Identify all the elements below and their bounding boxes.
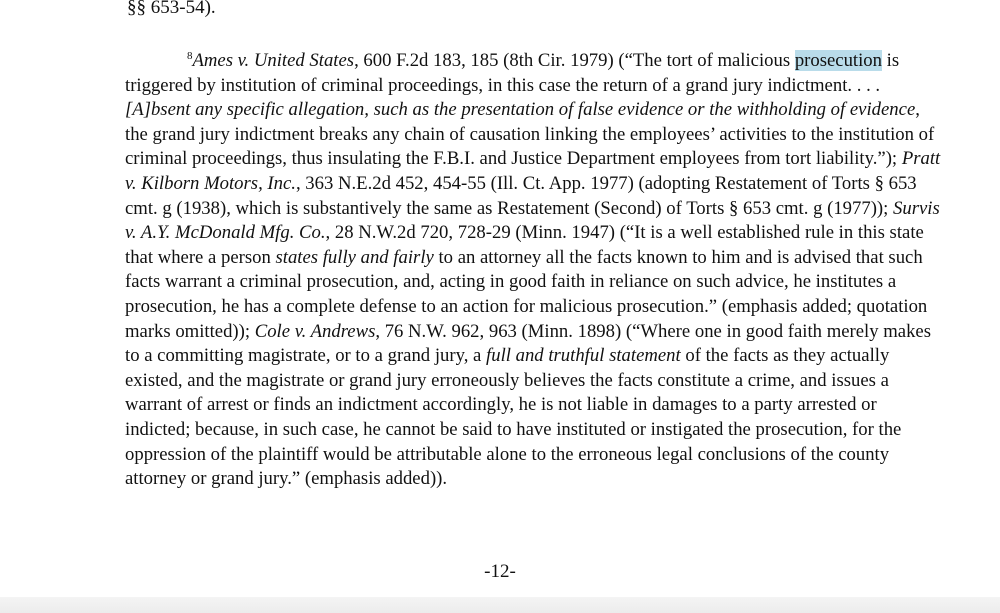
text-run: to an attorney all the facts known to him and is advised that such facts warrant a criminal prosecution, and, acting in good faith in reliance on such advice, he institutes a prosecution, he has a complete defense to an action for malicious prosecution.” (emphasis added; quotation marks omitted)); [125,246,928,342]
footnote-marker: 8 [187,50,193,62]
italic-text-run: [A]bsent any specific allegation, such as the presentation of false evidence or the withholding of evidence [125,99,916,121]
italic-text-run: Ames v. United States [192,50,355,71]
text-run: of the facts as they actually existed, and the magistrate or grand jury erroneously believes the facts constitute a crime, and issues a warrant of arrest or finds an indictment accordingly, he is not liable in damages to a party arrested or indicted; because, in such case, he cannot be said to have instituted or instigated the prosecution, for the oppression of the plaintiff would be attributable alone to the erroneous legal conclusions of the county attorney or grand jury.” (emphasis added)). [125,345,902,490]
italic-text-run: Cole v. Andrews [254,320,376,342]
italic-text-run: Survis v. A.Y. McDonald Mfg. Co. [125,197,940,244]
text-run: is triggered by institution of criminal proceedings, in this case the return of a grand jury indictment. . . . [125,50,900,96]
text-run: , 28 N.W.2d 720, 728-29 (Minn. 1947) (“It is a well established rule in this state that where a person [125,222,924,268]
highlighted-text: prosecution [794,50,882,71]
footnote-8 [125,44,945,492]
page-bottom-edge [0,597,1000,613]
italic-text-run: Pratt v. Kilborn Motors, Inc. [125,148,941,194]
page-number: -12- [484,561,516,582]
italic-text-run: full and truthful statement [486,345,681,367]
text-run: , 76 N.W. 962, 963 (Minn. 1898) (“Where one in good faith merely makes to a committing magistrate, or to a grand jury, a [125,320,931,367]
continued-citation-line: §§ 653-54). [127,0,216,18]
italic-text-run: states fully and fairly [275,246,434,268]
text-run: , 363 N.E.2d 452, 454-55 (Ill. Ct. App. 1977) (adopting Restatement of Torts § 653 cmt. g (1938), which is substantively the same as Restatement (Second) of Torts § 653 cmt. g (1977)); [125,172,917,219]
text-run: , the grand jury indictment breaks any chain of causation linking the employees’ activities to the institution of criminal proceedings, thus insulating the F.B.I. and Justice Department employees from tort liability.”); [125,99,935,170]
text-run: , 600 F.2d 183, 185 (8th Cir. 1979) (“The tort of malicious [354,50,795,71]
